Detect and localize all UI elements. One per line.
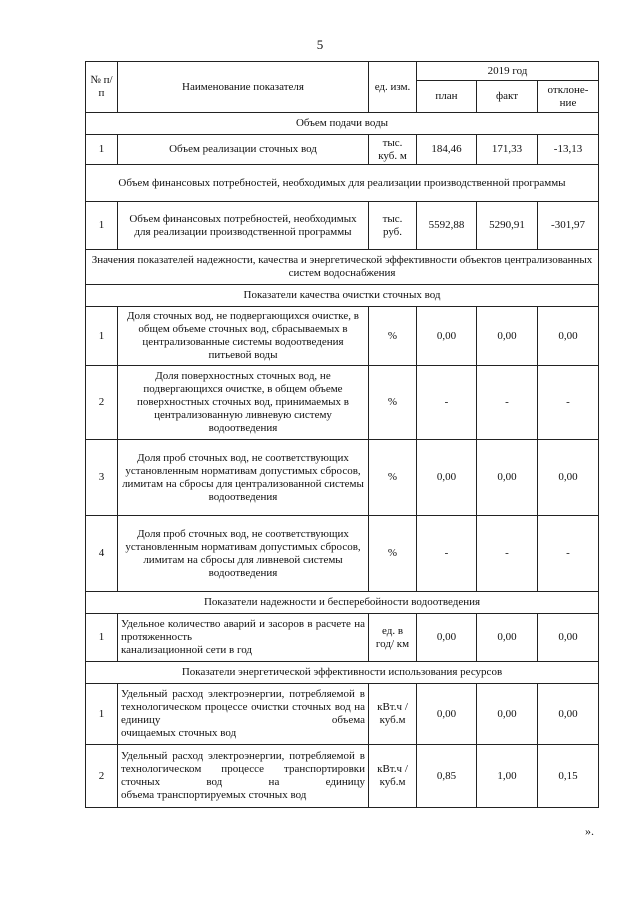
row-plan: 0,00 <box>417 307 477 366</box>
row-fact: - <box>477 366 538 440</box>
header-plan: план <box>417 81 477 113</box>
table-row <box>86 614 599 662</box>
row-deviation: 0,00 <box>538 440 599 516</box>
row-plan: 0,00 <box>417 614 477 662</box>
row-plan: - <box>417 366 477 440</box>
section-row <box>86 662 599 684</box>
row-name-last: канализационной сети в год <box>121 644 253 656</box>
indicators-table <box>85 61 599 808</box>
table-row <box>86 440 599 516</box>
row-num: 1 <box>86 307 118 366</box>
table-row <box>86 684 599 745</box>
section-title: Объем подачи воды <box>86 113 599 135</box>
row-fact: 0,00 <box>477 440 538 516</box>
header-year: 2019 год <box>417 62 599 81</box>
row-deviation: 0,00 <box>538 307 599 366</box>
header-num: № п/п <box>86 62 118 113</box>
table-row <box>86 307 599 366</box>
header-name: Наименование показателя <box>118 62 369 113</box>
row-deviation: 0,00 <box>538 684 599 745</box>
row-fact: 0,00 <box>477 614 538 662</box>
row-num: 1 <box>86 135 118 165</box>
row-plan: 184,46 <box>417 135 477 165</box>
row-name <box>118 745 369 808</box>
section-row <box>86 250 599 285</box>
row-num: 1 <box>86 684 118 745</box>
row-fact: 1,00 <box>477 745 538 808</box>
row-num: 2 <box>86 745 118 808</box>
row-name: Объем реализации сточных вод <box>118 135 369 165</box>
row-plan: 0,00 <box>417 440 477 516</box>
row-fact: 0,00 <box>477 307 538 366</box>
section-title: Показатели качества очистки сточных вод <box>86 285 599 307</box>
section-title: Показатели энергетической эффективности использования ресурсов <box>86 662 599 684</box>
row-num: 3 <box>86 440 118 516</box>
row-num: 2 <box>86 366 118 440</box>
row-num: 1 <box>86 202 118 250</box>
row-unit: кВт.ч / куб.м <box>369 745 417 808</box>
row-name: Доля сточных вод, не подвергающихся очистке, в общем объеме сточных вод, сбрасываемых в централизованные системы водоотведения питьевой воды <box>118 307 369 366</box>
section-title: Объем финансовых потребностей, необходимых для реализации производственной программы <box>86 165 599 202</box>
section-title: Показатели надежности и бесперебойности водоотведения <box>86 592 599 614</box>
row-plan: 0,00 <box>417 684 477 745</box>
header-deviation: отклоне-ние <box>538 81 599 113</box>
row-fact: 171,33 <box>477 135 538 165</box>
table-row <box>86 516 599 592</box>
row-deviation: -301,97 <box>538 202 599 250</box>
row-name: Объем финансовых потребностей, необходимых для реализации производственной программы <box>118 202 369 250</box>
row-unit: тыс. куб. м <box>369 135 417 165</box>
row-deviation: - <box>538 366 599 440</box>
section-title: Значения показателей надежности, качества и энергетической эффективности объектов централизованных систем водоснабжения <box>86 250 599 285</box>
row-name: Доля проб сточных вод, не соответствующих установленным нормативам допустимых сбросов, лимитам на сбросы для ливневой системы водоотведения <box>118 516 369 592</box>
row-deviation: 0,15 <box>538 745 599 808</box>
row-name: Доля поверхностных сточных вод, не подвергающихся очистке, в общем объеме поверхностных сточных вод, принимаемых в централизованную ливневую систему водоотведения <box>118 366 369 440</box>
row-unit: % <box>369 366 417 440</box>
section-row <box>86 113 599 135</box>
row-fact: - <box>477 516 538 592</box>
header-row-1 <box>86 62 599 81</box>
row-num: 1 <box>86 614 118 662</box>
table-row <box>86 366 599 440</box>
section-row <box>86 165 599 202</box>
row-plan: 0,85 <box>417 745 477 808</box>
row-unit: % <box>369 307 417 366</box>
row-plan: 5592,88 <box>417 202 477 250</box>
row-plan: - <box>417 516 477 592</box>
row-name-last: очищаемых сточных вод <box>121 727 237 739</box>
section-row <box>86 285 599 307</box>
table-row <box>86 202 599 250</box>
row-name <box>118 614 369 662</box>
table-row <box>86 745 599 808</box>
row-num: 4 <box>86 516 118 592</box>
row-unit: % <box>369 516 417 592</box>
row-deviation: 0,00 <box>538 614 599 662</box>
row-unit: тыс. руб. <box>369 202 417 250</box>
header-unit: ед. изм. <box>369 62 417 113</box>
row-name-last: объема транспортируемых сточных вод <box>121 789 307 801</box>
row-name <box>118 684 369 745</box>
row-name: Доля проб сточных вод, не соответствующих установленным нормативам допустимых сбросов, лимитам на сбросы для централизованной системы водоотведения <box>118 440 369 516</box>
row-fact: 0,00 <box>477 684 538 745</box>
row-name-main: Удельный расход электроэнергии, потребляемой в технологическом процессе транспортировки сточных вод на единицу <box>121 750 365 788</box>
section-row <box>86 592 599 614</box>
row-name-main: Удельный расход электроэнергии, потребляемой в технологическом процессе очистки сточных вод на единицу объема <box>121 688 365 726</box>
closing-mark: ». <box>585 824 594 838</box>
row-unit: ед. в год/ км <box>369 614 417 662</box>
row-unit: кВт.ч / куб.м <box>369 684 417 745</box>
table-row <box>86 135 599 165</box>
page-number: 5 <box>316 37 324 52</box>
row-deviation: - <box>538 516 599 592</box>
header-fact: факт <box>477 81 538 113</box>
row-deviation: -13,13 <box>538 135 599 165</box>
row-name-main: Удельное количество аварий и засоров в расчете на протяженность <box>121 618 365 643</box>
row-fact: 5290,91 <box>477 202 538 250</box>
row-unit: % <box>369 440 417 516</box>
